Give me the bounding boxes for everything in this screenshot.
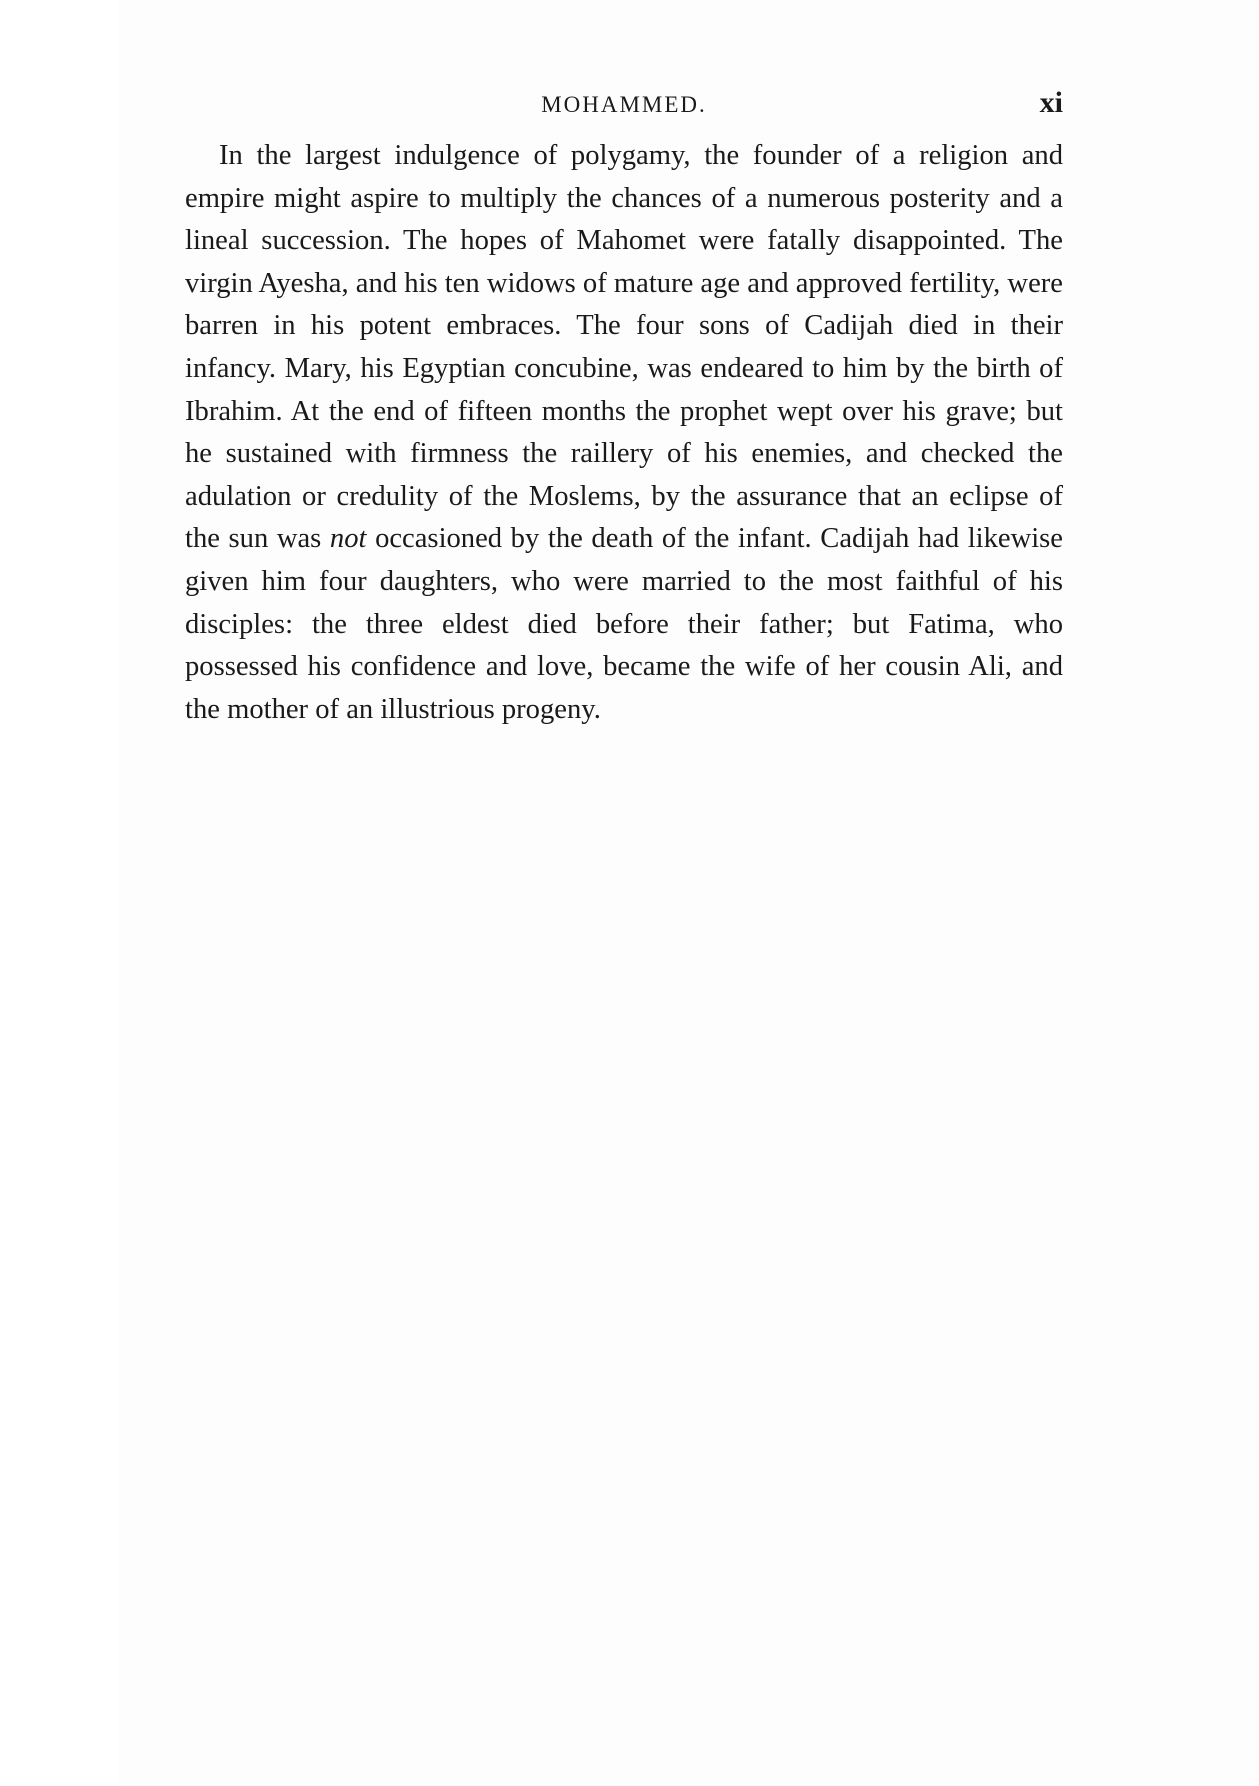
page-header	[185, 88, 1063, 122]
paragraph-text-part-2: occasioned by the death of the infant. Cadijah had likewise given him four daughters, who were married to the most faithful of his disciples: the three eldest died before their father; but Fatima, who possessed his confidence and love, became the wife of her cousin Ali, and the mother of an illustrious progeny.	[185, 523, 1064, 725]
emphasized-word: not	[329, 523, 367, 555]
running-head: MOHAMMED.	[541, 92, 707, 117]
page-margin	[0, 0, 118, 1786]
page-number: xi	[1039, 86, 1063, 119]
body-paragraph	[185, 135, 1063, 731]
paragraph-text-part-1: In the largest indulgence of polygamy, the founder of a religion and empire might aspire to multiply the chances of a numerous posterity and a lineal succession. The hopes of Mahomet were fatally disappointed. The virgin Ayesha, and his ten widows of mature age and approved fertility, were barren in his potent embraces. The four sons of Cadijah died in their infancy. Mary, his Egyptian concubine, was endeared to him by the birth of Ibrahim. At the end of fifteen months the prophet wept over his grave; but he sustained with firmness the raillery of his enemies, and checked the adulation or credulity of the Moslems, by the assurance that an eclipse of the sun was	[185, 140, 1063, 555]
